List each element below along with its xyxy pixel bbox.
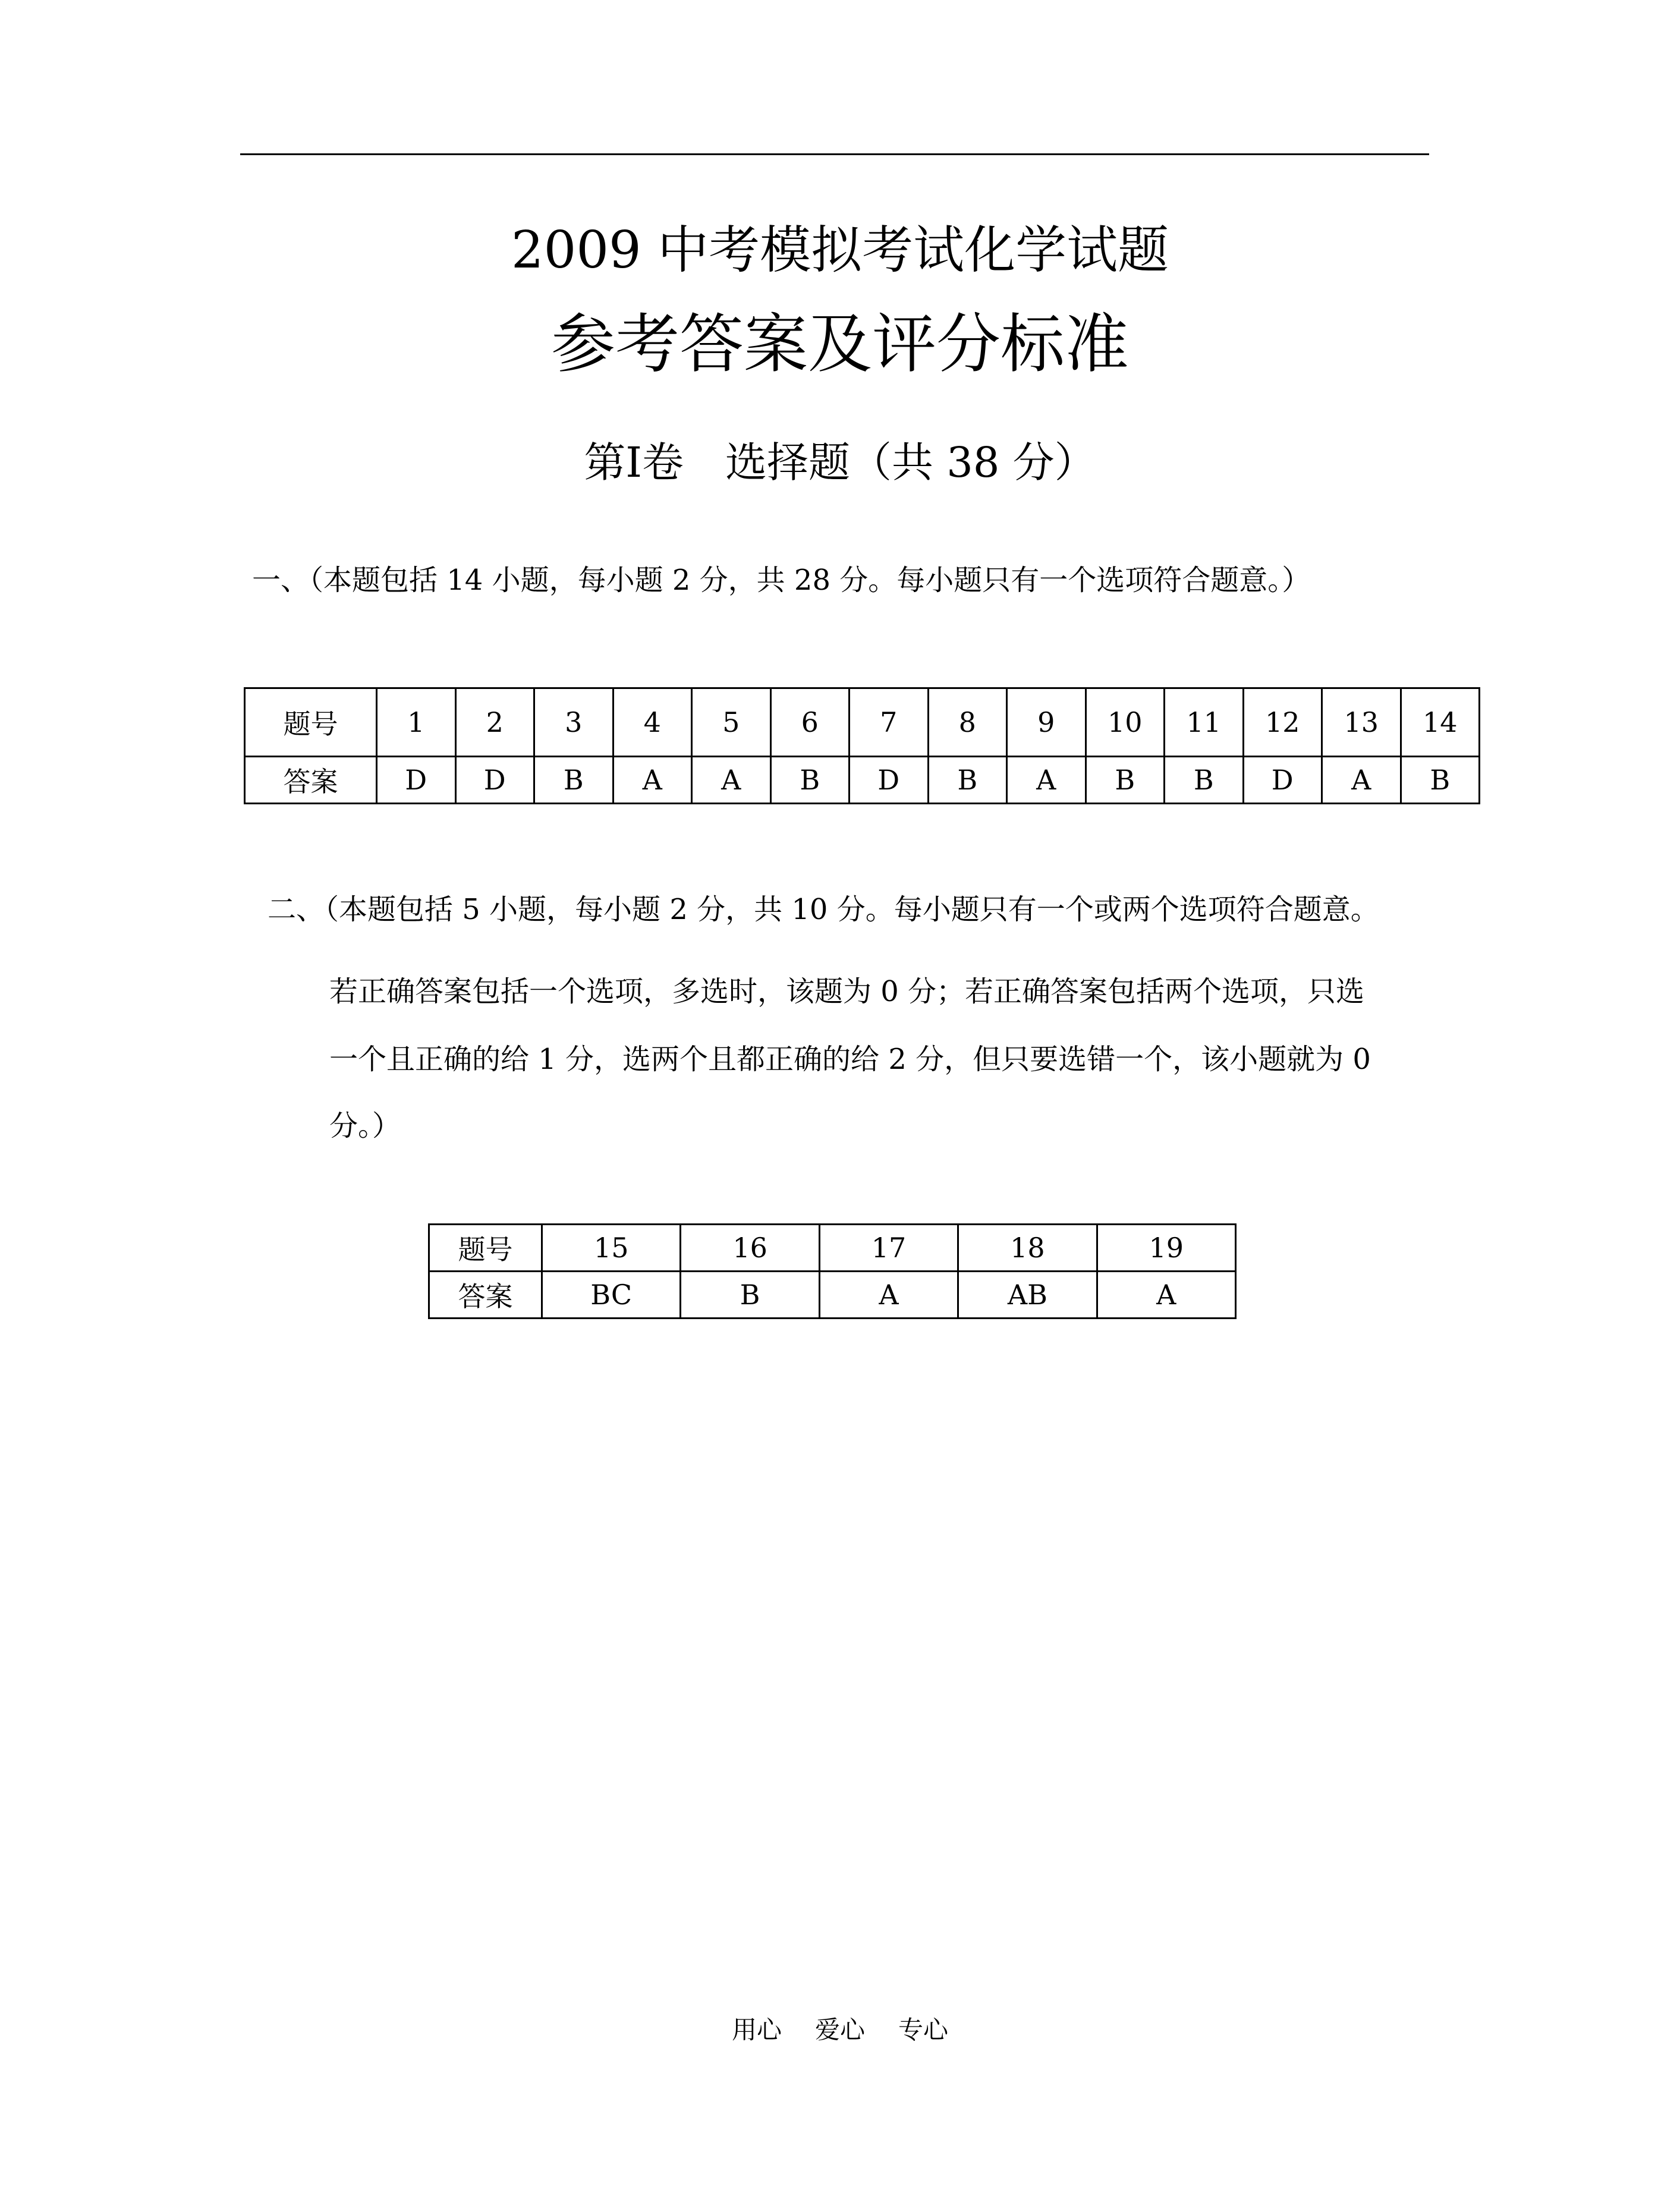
answer-cell: D xyxy=(455,757,534,804)
answer-cell: A xyxy=(613,757,692,804)
header-rule xyxy=(240,153,1429,155)
question-number: 13 xyxy=(1322,688,1401,757)
question-number: 15 xyxy=(542,1225,681,1272)
part1-intro: 一、（本题包括 14 小题，每小题 2 分，共 28 分。每小题只有一个选项符合题意。） xyxy=(252,564,1311,597)
page-footer xyxy=(0,2012,1680,2048)
answer-cell: B xyxy=(1086,757,1165,804)
part2-rule-line: 分。） xyxy=(329,1109,401,1143)
answer-cell: A xyxy=(692,757,771,804)
question-number: 18 xyxy=(958,1225,1097,1272)
question-number: 6 xyxy=(770,688,850,757)
answer-cell: AB xyxy=(958,1272,1097,1319)
answer-cell: B xyxy=(681,1272,819,1319)
document-title: 参考答案及评分标准 xyxy=(550,307,1129,382)
answer-cell: D xyxy=(850,757,929,804)
part2-answer-table xyxy=(428,1223,1237,1319)
footer-text: 爱心 xyxy=(814,2015,865,2044)
question-number: 5 xyxy=(692,688,771,757)
question-number: 3 xyxy=(534,688,614,757)
section-title xyxy=(0,433,1680,492)
question-number: 14 xyxy=(1401,688,1480,757)
answer-cell: B xyxy=(1165,757,1244,804)
part2-intro: 二、（本题包括 5 小题，每小题 2 分，共 10 分。每小题只有一个或两个选项符合题意。 xyxy=(268,893,1379,926)
answer-cell: B xyxy=(1401,757,1480,804)
question-number: 1 xyxy=(377,688,456,757)
answer-cell: D xyxy=(1243,757,1322,804)
answer-cell: A xyxy=(1322,757,1401,804)
answer-cell: B xyxy=(534,757,614,804)
question-number: 2 xyxy=(455,688,534,757)
row-label: 答案 xyxy=(429,1272,542,1319)
question-number: 4 xyxy=(613,688,692,757)
question-number: 11 xyxy=(1165,688,1244,757)
section-part: 第Ⅰ卷 xyxy=(584,438,684,487)
answer-cell: B xyxy=(770,757,850,804)
footer-text: 用心 xyxy=(731,2015,782,2044)
exam-title: 2009 中考模拟考试化学试题 xyxy=(511,221,1169,280)
answer-cell: A xyxy=(1097,1272,1235,1319)
answer-cell: BC xyxy=(542,1272,681,1319)
table-row xyxy=(245,757,1480,804)
question-number: 12 xyxy=(1243,688,1322,757)
section-name: 选择题（共 38 分） xyxy=(725,438,1096,487)
question-number: 9 xyxy=(1007,688,1086,757)
row-label: 答案 xyxy=(245,757,377,804)
answer-cell: D xyxy=(377,757,456,804)
question-number: 17 xyxy=(819,1225,958,1272)
row-label: 题号 xyxy=(245,688,377,757)
table-row xyxy=(245,688,1480,757)
answer-cell: A xyxy=(819,1272,958,1319)
part2-rule-line: 若正确答案包括一个选项，多选时，该题为 0 分；若正确答案包括两个选项，只选 xyxy=(329,975,1365,1008)
question-number: 10 xyxy=(1086,688,1165,757)
row-label: 题号 xyxy=(429,1225,542,1272)
question-number: 8 xyxy=(928,688,1007,757)
part1-answer-table xyxy=(244,687,1480,804)
table-row xyxy=(429,1225,1236,1272)
answer-cell: B xyxy=(928,757,1007,804)
answer-cell: A xyxy=(1007,757,1086,804)
question-number: 19 xyxy=(1097,1225,1235,1272)
table-row xyxy=(429,1272,1236,1319)
question-number: 7 xyxy=(850,688,929,757)
part2-rule-line: 一个且正确的给 1 分，选两个且都正确的给 2 分，但只要选错一个，该小题就为 0 xyxy=(329,1043,1371,1076)
footer-text: 专心 xyxy=(898,2015,949,2044)
question-number: 16 xyxy=(681,1225,819,1272)
